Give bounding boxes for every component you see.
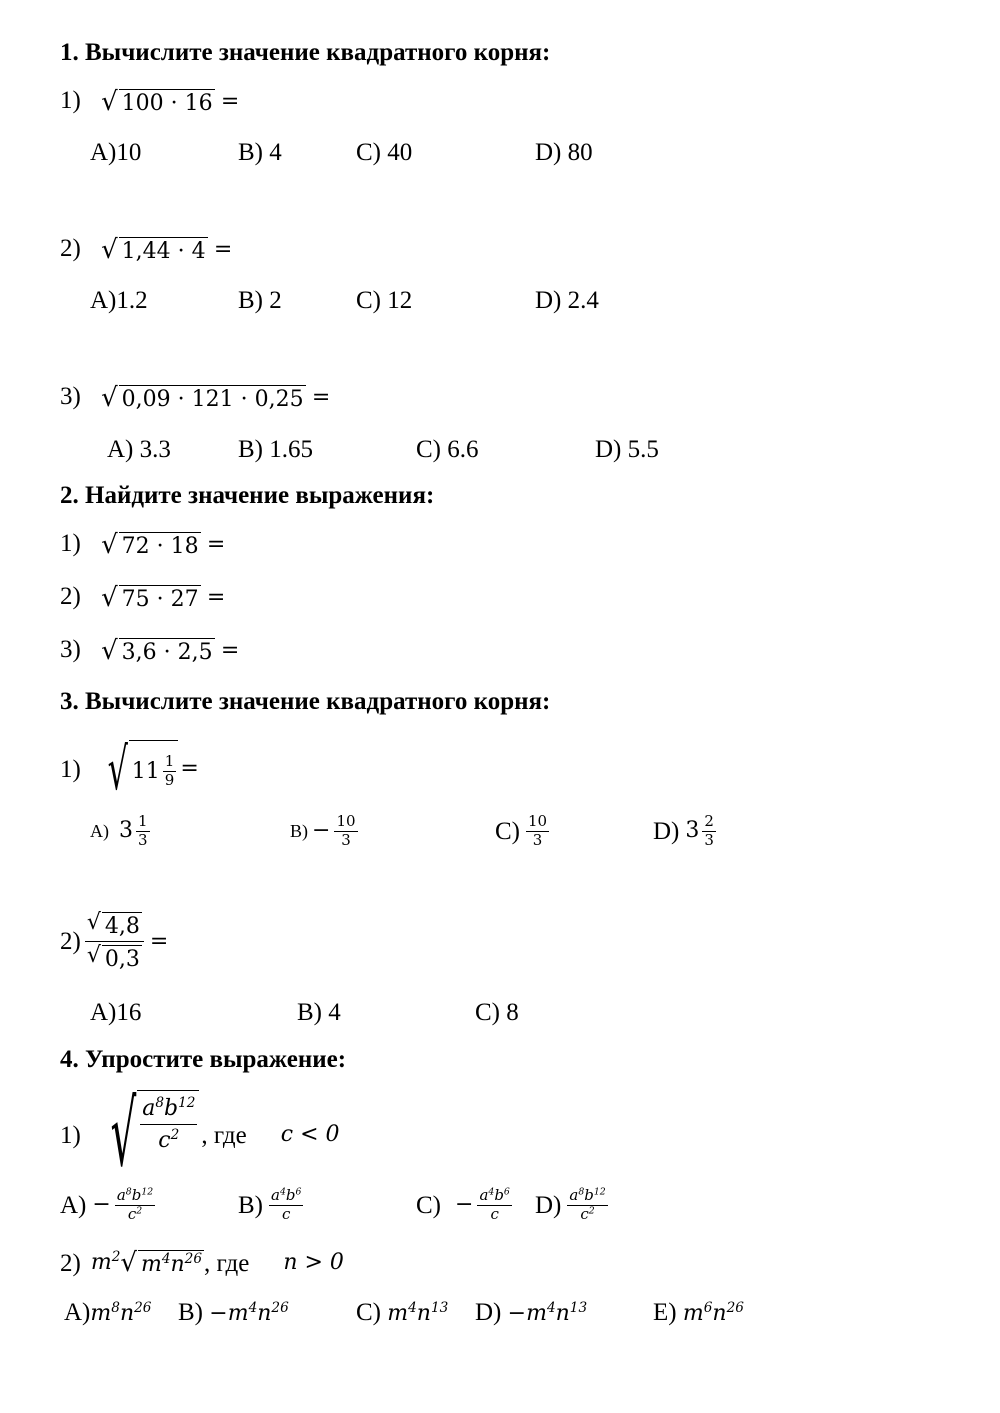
s4-q2-option-a — [64, 1300, 151, 1325]
fraction — [567, 1188, 607, 1223]
equals: = — [311, 385, 331, 410]
question-number: 2) — [60, 235, 81, 262]
numerator: $a^4b^6$ — [271, 1186, 302, 1204]
s3-q1 — [60, 735, 199, 803]
sqrt: √ $\frac{a^8b^{12}}{c^2}$ — [107, 1090, 200, 1180]
radicand — [137, 1090, 199, 1180]
option-label: B) — [238, 1191, 263, 1219]
s3-q2 — [60, 912, 168, 971]
s1-q3-option-c: C) 6.6 — [416, 436, 479, 463]
radicand: 0,09 · 121 · 0,25 — [119, 385, 306, 411]
numerator: $a^8b^{12}$ — [116, 1186, 154, 1204]
radicand — [129, 740, 179, 798]
s4-q2-option-c — [356, 1300, 448, 1325]
option-label: E) — [653, 1299, 677, 1326]
s4-q1-option-d — [535, 1188, 608, 1223]
numerator: 10 — [528, 812, 548, 830]
s3-q2-option-c: C) 8 — [475, 999, 519, 1026]
s4-q2-option-d — [475, 1300, 587, 1325]
fraction — [136, 814, 150, 849]
question-number: 2) — [60, 583, 81, 610]
numerator: $a^8b^{12}$ — [140, 1097, 197, 1125]
question-number: 1) — [60, 755, 81, 783]
minus-sign: − — [312, 818, 331, 844]
condition: c < 0 — [280, 1122, 340, 1147]
s1-q1-option-a: A)10 — [90, 139, 142, 166]
expression: $m^8n^{26}$ — [90, 1299, 152, 1326]
whole-part: 3 — [119, 818, 133, 844]
radicand: 1,44 · 4 — [119, 237, 208, 263]
denominator: $c^2$ — [127, 1204, 143, 1223]
denominator: 9 — [164, 771, 175, 789]
fraction — [334, 814, 357, 849]
sqrt: √ 4,8 — [86, 910, 140, 939]
fraction — [85, 912, 144, 971]
equals: = — [149, 928, 169, 954]
denominator: 3 — [704, 830, 714, 849]
s1-q2 — [60, 235, 233, 266]
sqrt: √ 75 · 27 — [101, 583, 199, 614]
s2-q2 — [60, 583, 226, 614]
sqrt: √ 0,09 · 121 · 0,25 — [101, 383, 304, 414]
s1-q3 — [60, 383, 331, 414]
s1-q2-option-a: A)1.2 — [90, 287, 148, 314]
numerator: $a^8b^{12}$ — [569, 1186, 606, 1204]
s3-q2-option-b: B) 4 — [297, 999, 341, 1026]
s2-q1 — [60, 530, 226, 561]
numerator: 1 — [138, 812, 148, 830]
s3-q2-option-a: A)16 — [90, 999, 142, 1026]
question-number: 2) — [60, 1249, 81, 1277]
equals: = — [220, 638, 240, 663]
numerator: 2 — [704, 812, 714, 830]
radicand: 75 · 27 — [119, 585, 201, 611]
section-2-heading: 2. Найдите значение выражения: — [60, 482, 435, 509]
fraction — [526, 814, 549, 849]
option-label: D) — [535, 1191, 562, 1219]
s2-q3 — [60, 636, 240, 667]
denominator: $c^2$ — [158, 1126, 180, 1154]
numerator: 1 — [164, 752, 175, 771]
sqrt: √ 1,44 · 4 — [101, 235, 206, 266]
minus-sign: − — [209, 1301, 228, 1326]
radicand: $m^4n^{26}$ — [138, 1250, 204, 1276]
coefficient: $m^2$ — [90, 1248, 121, 1276]
radicand: 0,3 — [102, 945, 142, 971]
denominator: c — [490, 1204, 499, 1223]
s4-q1 — [60, 1082, 340, 1187]
option-label: C) — [416, 1191, 441, 1219]
s3-q1-option-c — [495, 814, 549, 849]
s1-q1 — [60, 87, 240, 118]
fraction — [702, 814, 716, 849]
sqrt: √ 100 · 16 — [101, 87, 213, 118]
sqrt: √ 72 · 18 — [101, 530, 199, 561]
denominator: 3 — [138, 830, 148, 849]
whole-part: 3 — [685, 818, 700, 844]
denominator: 3 — [532, 830, 543, 849]
s4-q2-option-b — [178, 1300, 289, 1325]
denominator: $c^2$ — [580, 1204, 595, 1223]
numerator: $a^4b^6$ — [479, 1186, 510, 1204]
where-text: , где — [201, 1121, 247, 1149]
option-label: B) — [178, 1299, 203, 1326]
question-number: 1) — [60, 87, 81, 114]
sqrt: √ 0,3 — [86, 943, 140, 973]
numerator: 10 — [336, 812, 356, 830]
s4-q1-option-b — [238, 1188, 303, 1223]
option-label: A) — [64, 1299, 91, 1326]
s1-q3-option-a: A) 3.3 — [107, 436, 171, 463]
denominator — [85, 942, 144, 971]
expression: $m^6n^{26}$ — [682, 1299, 744, 1326]
fraction — [269, 1188, 303, 1223]
denominator: 3 — [341, 830, 351, 849]
fraction — [163, 754, 177, 789]
s1-q1-option-c: C) 40 — [356, 139, 413, 166]
question-number: 2) — [60, 928, 81, 956]
option-label: D) — [475, 1299, 502, 1326]
equals: = — [206, 585, 226, 610]
question-number: 3) — [60, 383, 81, 410]
section-3-heading: 3. Вычислите значение квадратного корня: — [60, 688, 551, 715]
sqrt: √ 11 $\frac{1}{9}$ — [101, 740, 179, 798]
numerator — [85, 912, 144, 942]
equals: = — [180, 756, 199, 781]
option-label: B) — [290, 821, 308, 842]
s1-q2-option-b: B) 2 — [238, 287, 282, 314]
s1-q3-option-b: B) 1.65 — [238, 436, 313, 463]
s3-q1-option-b — [290, 814, 358, 849]
denominator: c — [282, 1204, 291, 1223]
radicand: 100 · 16 — [119, 89, 215, 115]
whole-part: 11 — [131, 758, 160, 784]
fraction — [115, 1188, 155, 1223]
s1-q3-option-d: D) 5.5 — [595, 436, 659, 463]
expression: $m^4n^{26}$ — [227, 1299, 289, 1326]
equals: = — [220, 89, 240, 114]
section-4-heading: 4. Упростите выражение: — [60, 1046, 347, 1073]
fraction — [477, 1188, 511, 1223]
question-number: 1) — [60, 530, 81, 557]
radicand: 72 · 18 — [119, 532, 201, 558]
radicand: 3,6 · 2,5 — [119, 638, 215, 664]
s1-q2-option-c: C) 12 — [356, 287, 413, 314]
sqrt: √ 3,6 · 2,5 — [101, 636, 213, 667]
minus-sign: − — [507, 1301, 527, 1326]
option-label: A) — [90, 821, 109, 842]
s4-q1-option-c — [416, 1188, 512, 1223]
s1-q2-option-d: D) 2.4 — [535, 287, 599, 314]
fraction — [140, 1094, 197, 1154]
equals: = — [206, 532, 226, 557]
option-label: C) — [495, 817, 520, 845]
s1-q1-option-b: B) 4 — [238, 139, 282, 166]
section-1-heading: 1. Вычислите значение квадратного корня: — [60, 39, 551, 66]
minus-sign: − — [455, 1192, 474, 1218]
question-number: 3) — [60, 636, 81, 663]
option-label: D) — [653, 817, 680, 845]
minus-sign: − — [92, 1192, 111, 1218]
where-text: , где — [204, 1249, 250, 1277]
s4-q2-option-e — [653, 1300, 744, 1325]
radicand: 4,8 — [102, 912, 142, 938]
option-label: C) — [356, 1299, 381, 1326]
option-label: A) — [60, 1191, 87, 1219]
s3-q1-option-a — [90, 814, 150, 849]
question-number: 1) — [60, 1121, 81, 1149]
condition: n > 0 — [283, 1250, 344, 1276]
expression: $m^4n^{13}$ — [526, 1299, 588, 1326]
s1-q1-option-d: D) 80 — [535, 139, 593, 166]
s3-q1-option-d — [653, 814, 716, 849]
equals: = — [213, 237, 233, 262]
sqrt: √ $m^4n^{26}$ — [120, 1248, 203, 1278]
expression: $m^4n^{13}$ — [387, 1299, 449, 1326]
s4-q1-option-a — [60, 1188, 155, 1223]
s4-q2 — [60, 1250, 344, 1276]
